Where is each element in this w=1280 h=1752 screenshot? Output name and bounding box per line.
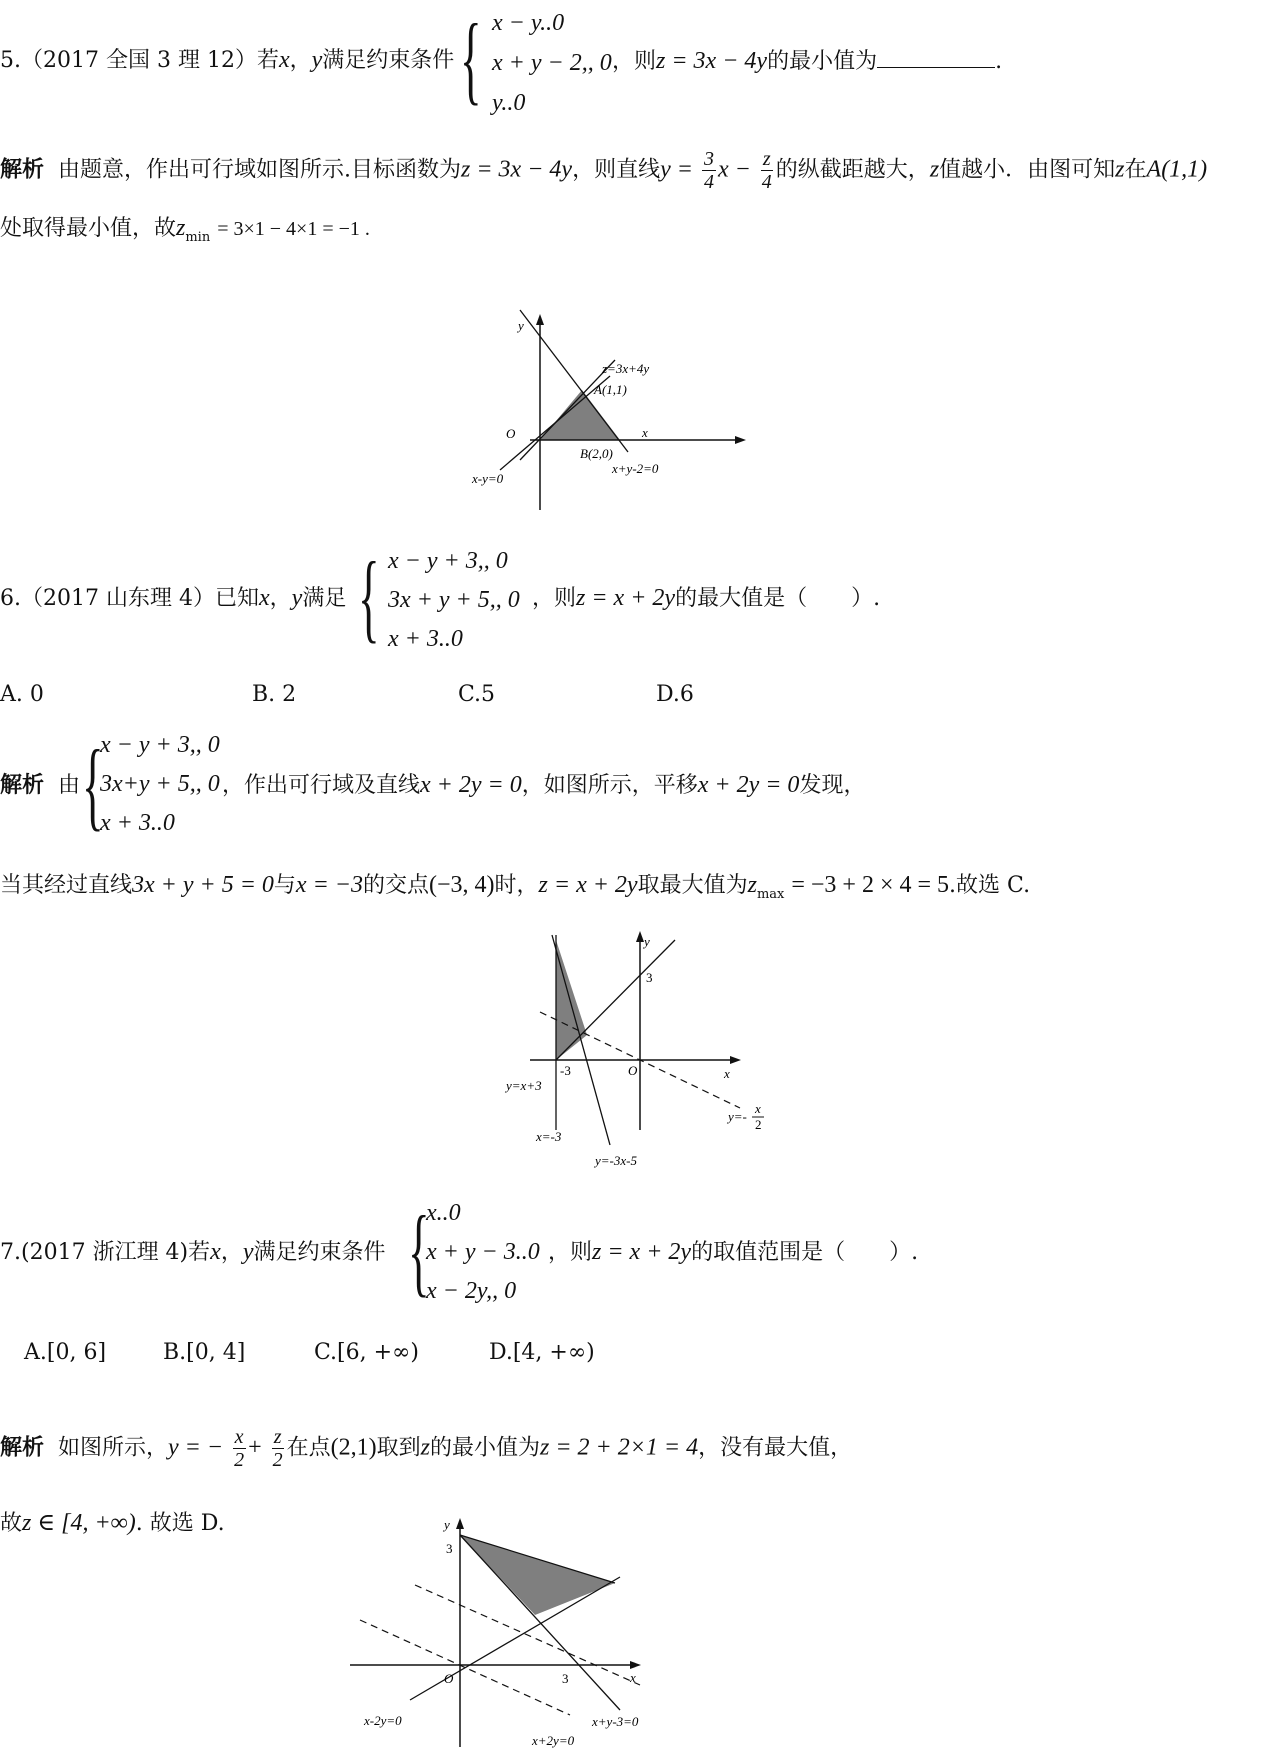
q7-option-c[interactable]: C.[6, +∞) [314,1340,419,1365]
fig2-label-l4-den: 2 [755,1117,762,1132]
q7-option-d[interactable]: D.[4, +∞) [489,1340,595,1365]
q5-brace: { [460,3,482,114]
fig1-label-a: A(1,1) [594,382,627,397]
q7-option-b[interactable]: B.[0, 4] [163,1340,246,1365]
fig1-label-l2: x+y-2=0 [612,461,659,476]
q6-solution-label-row: 解析 由 [0,772,81,798]
fig3-label-l3: x+y-3=0 [592,1714,639,1729]
q6-option-d[interactable]: D.6 [656,682,694,707]
fig1-y-arrow [536,314,544,325]
fig2-label-3: 3 [646,970,653,985]
fig3-label-l2: x+2y=0 [532,1733,575,1748]
q6-option-b[interactable]: B. 2 [252,682,297,707]
q5-objective: z = 3x − 4y [656,48,768,74]
q7-constraint-2: x + y − 3..0 [426,1239,540,1265]
q5-constraint-3: y..0 [492,90,526,116]
q5-solution-line-2: 处取得最小值，故$z_{min} = 3\times 1 - 4\times 1 = -1$ . [0,215,370,245]
figure-1 [472,310,760,510]
fig2-label-l4-num: x [755,1101,761,1116]
fig3-label-x: x [630,1670,636,1685]
fig1-label-x: x [642,425,648,440]
q5-constraint-2: x + y − 2,, 0 [492,50,612,76]
fig3-y-arrow [456,1518,464,1529]
fig3-label-y: y [444,1517,450,1532]
q5-frac-3-4: $\frac{3}{4}$ [703,148,714,193]
q5-solution-label: 解析 [0,156,45,183]
fig3-feasible-region [460,1535,615,1615]
fig2-y-arrow [636,931,644,942]
q5-source: （2017 全国 3 理 12） [21,48,257,73]
q6-solution-brace: { [82,729,104,840]
q6-option-c[interactable]: C.5 [458,682,496,707]
q6-brace: { [358,541,380,652]
q6-solution-label: 解析 [0,772,45,798]
fig1-x-arrow [735,436,746,444]
q7-frac-x-2: $\frac{x}{2}$ [234,1426,245,1471]
fig3-label-l1: x-2y=0 [364,1713,402,1728]
fig1-label-o: O [506,426,516,441]
fig1-line-z [520,360,615,460]
q7-source: (2017 浙江理 4) [21,1240,189,1265]
figure-2 [500,930,790,1170]
q7-solution-line-2: 故z ∈ [4, +∞). 故选 D. [0,1510,225,1536]
q6-objective: z = x + 2y [576,585,676,611]
fig2-label-l2: x=-3 [536,1129,562,1144]
fig2-label-l1: y=x+3 [506,1078,542,1093]
q6-option-a[interactable]: A. 0 [0,682,44,707]
q6-solution-line-2: 当其经过直线3x + y + 5 = 0与x = −3的交点(−3, 4)时，z = x + 2y取最大值为$z_{max} = -3 + 2 \times 4 = 5$.故选 C. [0,872,1031,902]
q7-brace: { [408,1195,430,1306]
fig2-label-l3: y=-3x-5 [595,1153,637,1168]
q6-constraint-3: x + 3..0 [388,626,463,652]
fig1-label-z-line: z=3x+4y [602,361,650,376]
figure-3 [340,1515,670,1750]
fig2-label-l4: y=- [728,1109,747,1124]
fig2-label-neg3: -3 [560,1063,571,1078]
fig1-label-b: B(2,0) [580,446,613,461]
q6-constraint-2: 3x + y + 5,, 0 [388,587,520,613]
q7-solution-line-1: 解析 如图所示，y = − $\frac{x}{2}$ + $\frac{z}{2}$ 在点(2,1)取到z的最小值为z = 2 + 2×1 = 4，没有最大值， [0,1426,853,1471]
q7-constraint-1: x..0 [426,1200,461,1226]
q6-stem-2: ，则z = x + 2y的最大值是（ ）. [532,585,881,611]
fig1-label-y: y [518,318,524,333]
fig2-label-o: O [628,1063,638,1078]
q7-option-a[interactable]: A.[0, 6] [24,1340,107,1365]
fig3-label-3-x: 3 [562,1671,569,1686]
q6-source: （2017 山东理 4） [21,586,215,611]
q7-constraint-3: x − 2y,, 0 [426,1278,517,1304]
q6-number: 6. [0,586,21,611]
q5-answer-blank[interactable] [877,45,995,68]
q7-solution-label: 解析 [0,1434,45,1461]
q6-stem: 6.（2017 山东理 4）已知x，y满足 [0,585,347,611]
q7-objective: z = x + 2y [592,1239,692,1265]
fig2-x-arrow [730,1056,741,1064]
q5-stem: 5.（2017 全国 3 理 12）若x，y满足约束条件 [0,47,455,73]
fig3-label-3-y: 3 [446,1541,453,1556]
fig2-feasible-region [556,940,587,1060]
q5-number: 5. [0,48,21,73]
q5-frac-z-4: $\frac{z}{4}$ [761,148,772,193]
fig1-label-l1: x-y=0 [472,471,504,486]
q5-constraint-1: x − y..0 [492,10,565,36]
fig3-label-o: O [444,1671,454,1686]
fig2-label-x: x [724,1066,730,1081]
fig2-label-y: y [644,934,650,949]
q7-stem-2: ，则z = x + 2y的取值范围是（ ）. [548,1239,919,1265]
q7-stem: 7.(2017 浙江理 4)若x，y满足约束条件 [0,1239,386,1265]
q6-constraint-1: x − y + 3,, 0 [388,548,508,574]
q6-solution-line-1: ，作出可行域及直线x + 2y = 0，如图所示，平移x + 2y = 0发现， [222,772,866,798]
q7-frac-z-2: $\frac{z}{2}$ [272,1426,283,1471]
q7-number: 7. [0,1240,21,1265]
q5-solution-line-1: 解析 由题意，作出可行域如图所示.目标函数为z = 3x − 4y，则直线y = $\frac{3}{4}$ x − $\frac{z}{4}$ 的纵截距越大，z值越小．由图可知z在A(1,1) [0,148,1208,193]
q5-stem-2: ，则z = 3x − 4y的最小值为 . [612,45,1002,77]
fig3-x-arrow [630,1661,641,1669]
